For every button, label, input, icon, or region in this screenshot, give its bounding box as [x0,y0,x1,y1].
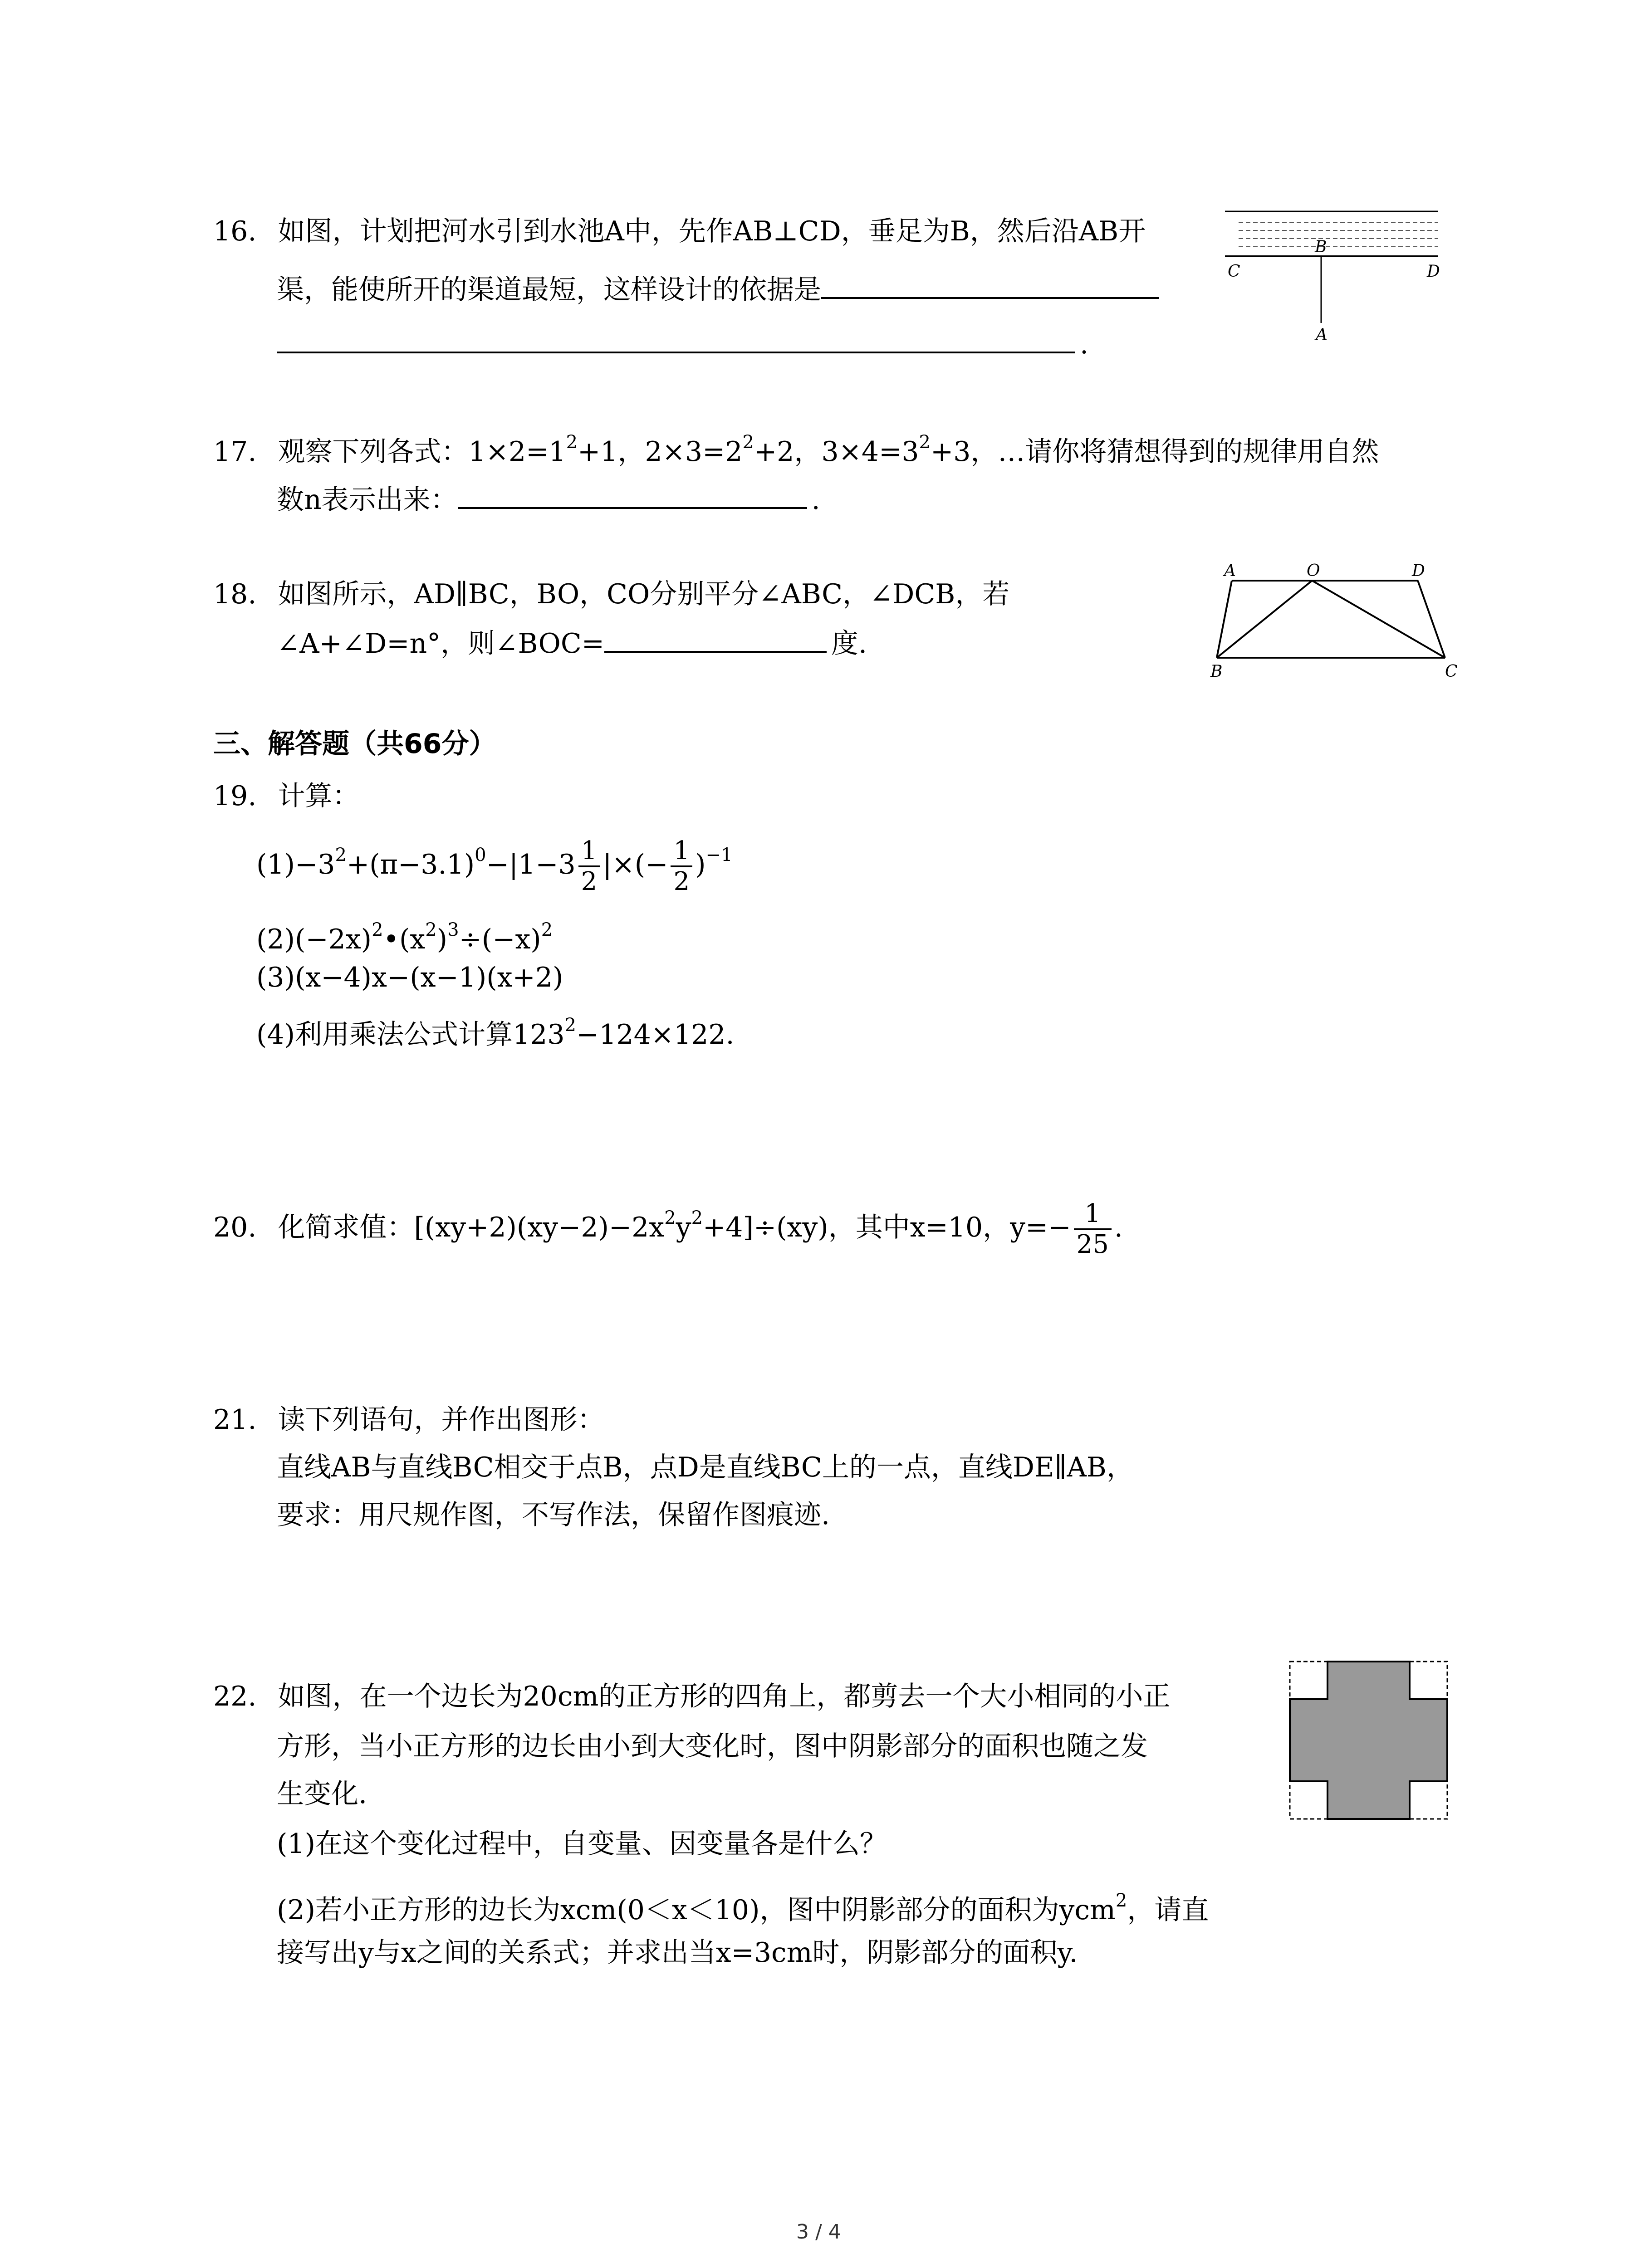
q19-p2-exp3: 3 [447,919,459,940]
q16-line-1 [213,213,1146,249]
q17-text-2: 数n表示出来： [277,484,458,516]
q21-line-3: 要求：用尺规作图，不写作法，保留作图痕迹. [277,1499,830,1531]
q16-end: . [1080,328,1089,360]
page-number: 3 / 4 [796,2220,841,2244]
q19-p1-exp1: 2 [335,845,347,865]
q17-exp-2: 2 [742,432,754,453]
q20-exp1: 2 [664,1207,676,1228]
q19-line-title [213,778,360,814]
q18-answer-blank [604,624,827,653]
q18-line-1 [213,576,1009,612]
q22-line-6: 接写出y与x之间的关系式；并求出当x=3cm时，阴影部分的面积y. [277,1937,1078,1969]
q17-exp-3: 2 [919,432,931,453]
q16-text-2: 渠，能使所开的渠道最短，这样设计的依据是 [277,274,821,306]
q19-p2-d: ÷(−x) [459,924,541,955]
q19-part-2 [256,912,553,958]
q16-number: 16. [213,215,257,247]
q21-line-1 [213,1402,605,1438]
q21-text-1: 读下列语句，并作出图形： [278,1404,605,1436]
section-3-heading: 三、解答题（共66分） [213,728,496,760]
q18-text-2: ∠A+∠D=n°，则∠BOC= [277,628,605,660]
q20-frac-denominator: 25 [1076,1230,1109,1260]
q17-number: 17. [213,436,257,468]
q16-line-3 [277,324,1088,362]
q18-label-o: O [1307,562,1320,580]
q19-p1-fraction-1 [578,836,600,896]
q17-exp-1: 2 [566,432,578,453]
q16-line-2 [277,270,1159,308]
q20-exp2: 2 [691,1207,703,1228]
q22-number: 22. [213,1681,257,1712]
q22-line-2: 方形，当小正方形的边长由小到大变化时，图中阴影部分的面积也随之发 [277,1730,1148,1762]
q17-text-a: 观察下列各式：1×2=1 [278,436,566,468]
q22-text-5b: ，请直 [1127,1894,1209,1926]
q19-number: 19. [213,780,257,812]
q19-p2-exp4: 2 [541,919,553,940]
q20-line [213,1184,1123,1261]
q22-line-5 [277,1882,1209,1928]
q17-text-c: +2，3×4=3 [754,436,919,468]
q17-text-d: +3，…请你将猜想得到的规律用自然 [930,436,1379,468]
q18-label-a: A [1224,562,1236,580]
q19-p1-frac2-denominator: 2 [673,867,690,897]
q22-line-3: 生变化. [277,1778,367,1810]
q19-p4-b: −124×122. [576,1019,735,1051]
q19-part-1 [256,821,733,899]
q19-p2-exp2: 2 [425,919,437,940]
q18-figure-trapezoid [1207,562,1461,685]
q19-p2-a: (2)(−2x) [256,924,372,955]
q16-answer-blank-1 [821,270,1159,299]
q16-answer-blank-2 [277,324,1075,353]
q19-p1-frac1-denominator: 2 [581,867,598,897]
q16-label-a: A [1316,326,1327,344]
q17-end: . [811,484,820,516]
q21-line-2: 直线AB与直线BC相交于点B，点D是直线BC上的一点，直线DE∥AB， [277,1452,1134,1483]
q19-p1-c: −|1−3 [486,849,576,880]
q16-figure-river-channel [1225,204,1452,349]
q19-p1-b: +(π−3.1) [346,849,475,880]
q18-end: 度. [831,628,867,660]
q20-text-a: 化简求值：[(xy+2)(xy−2)−2x [278,1212,665,1243]
q22-text-5a: (2)若小正方形的边长为xcm(0＜x＜10)，图中阴影部分的面积为ycm [277,1894,1116,1926]
q19-p1-a: (1)−3 [256,849,335,880]
q20-fraction [1074,1199,1112,1259]
q18-text-1: 如图所示，AD∥BC，BO，CO分别平分∠ABC，∠DCB，若 [278,578,1010,610]
q18-label-b: B [1210,662,1223,681]
q19-p1-d: |×(− [603,849,668,880]
q22-line-4: (1)在这个变化过程中，自变量、因变量各是什么？ [277,1828,887,1860]
q20-text-c: +4]÷(xy)，其中x=10，y=− [703,1212,1071,1243]
q17-line-1 [213,424,1379,470]
q17-answer-blank [458,480,807,509]
q19-p1-fraction-2 [671,836,692,896]
q18-label-c: C [1445,662,1458,681]
q18-label-d: D [1412,562,1425,580]
q16-label-c: C [1228,262,1240,281]
q19-p1-exp3: −1 [705,845,733,865]
q20-text-b: y [676,1212,691,1243]
q16-text-1: 如图，计划把河水引到水池A中，先作AB⊥CD，垂足为B，然后沿AB开 [278,215,1146,247]
q18-line-2 [277,624,867,662]
q19-p2-c: ) [436,924,448,955]
q19-p4-exp: 2 [564,1015,576,1036]
q21-number: 21. [213,1404,257,1436]
q19-p1-exp2: 0 [475,845,486,865]
q17-text-b: +1，2×3=2 [578,436,743,468]
q19-p2-exp1: 2 [372,919,383,940]
q16-label-d: D [1427,262,1440,281]
q22-exp: 2 [1115,1890,1127,1911]
q18-number: 18. [213,578,257,610]
q19-p1-frac1-numerator: 1 [578,836,600,867]
q19-p1-e: ) [695,849,706,880]
q22-figure-cut-square [1288,1660,1452,1823]
q22-text-1: 如图，在一个边长为20cm的正方形的四角上，都剪去一个大小相同的小正 [278,1681,1171,1712]
q17-line-2 [277,480,820,518]
q20-end: . [1114,1212,1123,1243]
q19-p4-a: (4)利用乘法公式计算123 [256,1019,565,1051]
q20-number: 20. [213,1212,257,1243]
q16-label-b: B [1315,238,1327,256]
q19-p2-b: •(x [383,924,426,955]
q19-part-3: (3)(x−4)x−(x−1)(x+2) [256,962,563,993]
q19-part-4 [256,1007,735,1053]
q19-title: 计算： [278,780,360,812]
q19-p1-frac2-numerator: 1 [671,836,692,867]
q22-line-1 [213,1678,1170,1715]
q20-frac-numerator: 1 [1074,1199,1112,1230]
